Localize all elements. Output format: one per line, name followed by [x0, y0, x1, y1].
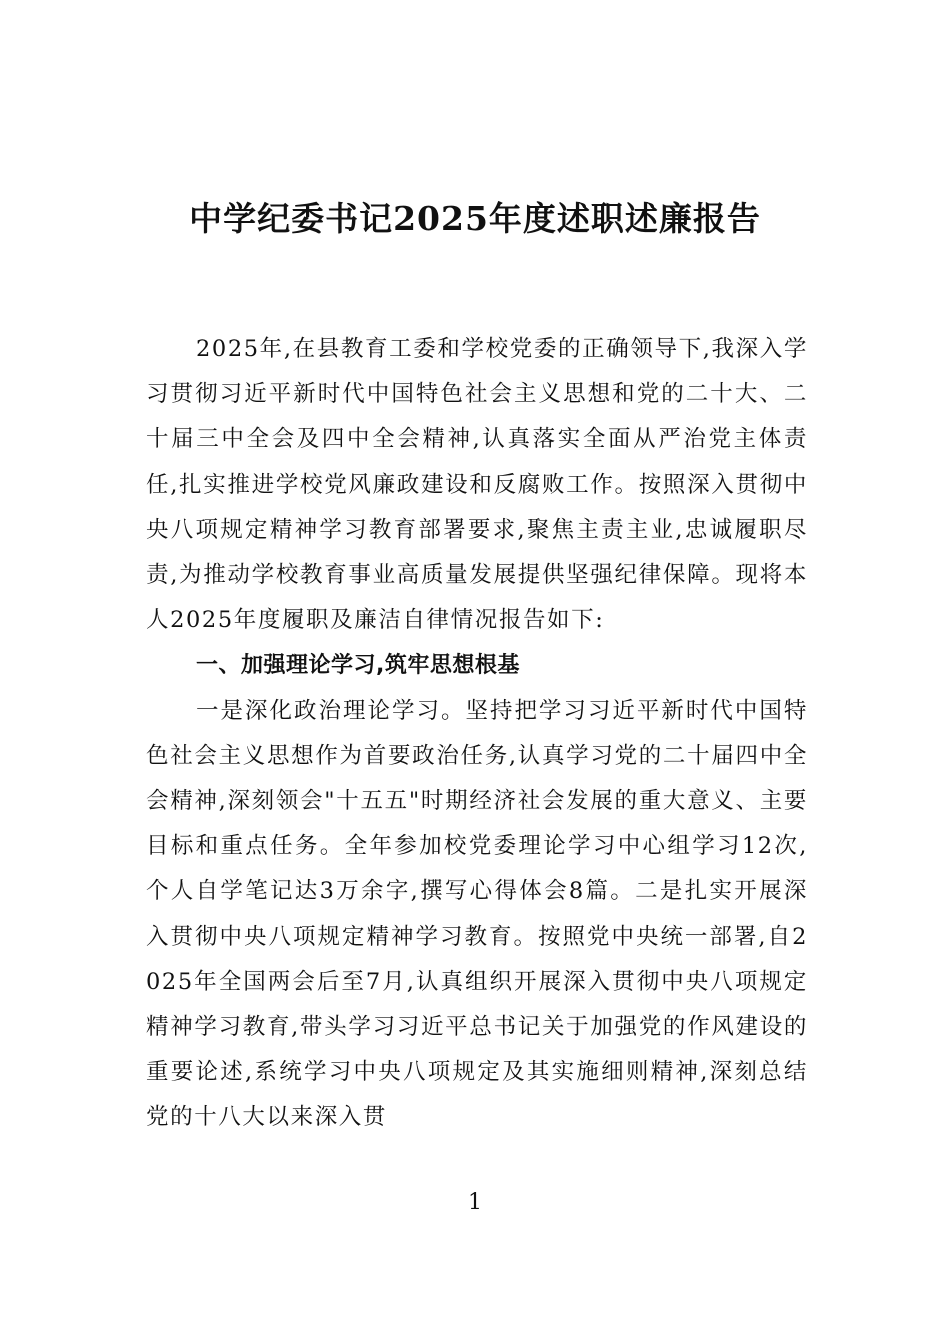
page-number: 1: [468, 1190, 482, 1215]
section-heading: 一、加强理论学习,筑牢思想根基: [196, 653, 520, 679]
document-body: [146, 327, 808, 1141]
intro-paragraph: 2025年,在县教育工委和学校党委的正确领导下,我深入学习贯彻习近平新时代中国特色社会主义思想和党的二十大、二十届三中全会及四中全会精神,认真落实全面从严治党主体责任,扎实推进学校党风廉政建设和反腐败工作。按照深入贯彻中央八项规定精神学习教育部署要求,聚焦主责主业,忠诚履职尽责,为推动学校教育事业高质量发展提供坚强纪律保障。现将本人2025年度履职及廉洁自律情况报告如下:: [146, 336, 808, 634]
document-title: 中学纪委书记2025年度述职述廉报告: [189, 199, 761, 238]
section-paragraph: 一是深化政治理论学习。坚持把学习习近平新时代中国特色社会主义思想作为首要政治任务,认真学习党的二十届四中全会精神,深刻领会"十五五"时期经济社会发展的重大意义、主要目标和重点任务。全年参加校党委理论学习中心组学习12次,个人自学笔记达3万余字,撰写心得体会8篇。二是扎实开展深入贯彻中央八项规定精神学习教育。按照党中央统一部署,自2025年全国两会后至7月,认真组织开展深入贯彻中央八项规定精神学习教育,带头学习习近平总书记关于加强党的作风建设的重要论述,系统学习中央八项规定及其实施细则精神,深刻总结党的十八大以来深入贯: [146, 697, 808, 1131]
